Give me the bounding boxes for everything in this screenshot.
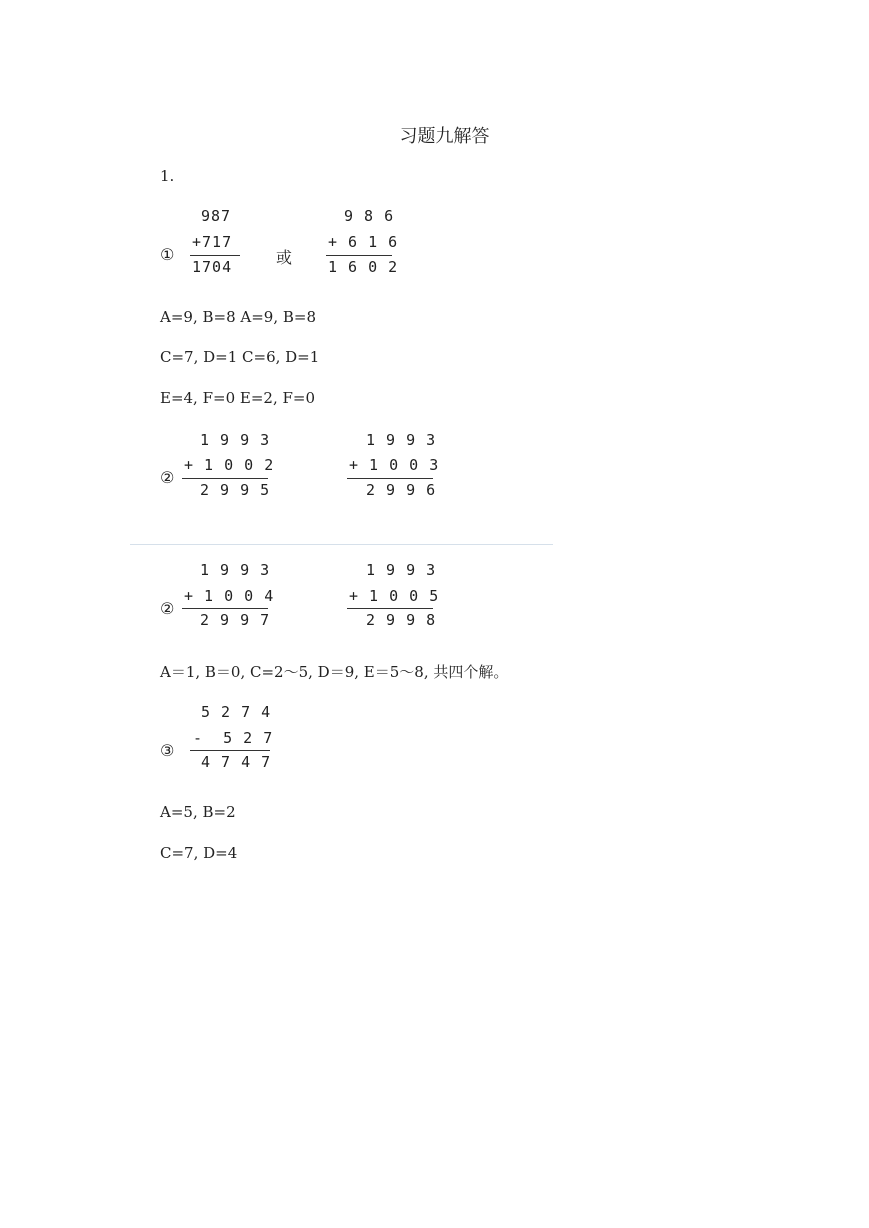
p1-right-mid: + 6 1 6 [328,233,399,251]
p2b-left-mid: + 1 0 0 4 [184,587,275,605]
section-divider [130,544,553,545]
problem-1-marker: ① [160,245,175,264]
answer-line-3: E=4, F=0 E=2, F=0 [160,389,316,407]
answer-line-4: A＝1, B＝0, C=2～5, D＝9, E＝5～8, 共四个解。 [160,663,509,681]
answer-line-6: C=7, D=4 [160,844,238,862]
p1-right-rule [326,255,392,256]
p2b-left-rule [182,608,268,609]
p2a-right-rule [347,478,433,479]
p1-left-bot: 1704 [192,258,233,276]
p2b-right-mid: + 1 0 0 5 [349,587,440,605]
p1-right-bot: 1 6 0 2 [328,258,399,276]
p1-left-rule [190,255,240,256]
p1-right-top: 9 8 6 [344,207,395,225]
or-label: 或 [276,248,293,267]
p2b-right-rule [347,608,433,609]
p3-bot: 4 7 4 7 [201,753,272,771]
p2b-left-bot: 2 9 9 7 [200,611,271,629]
p2a-right-top: 1 9 9 3 [366,431,437,449]
p2a-right-bot: 2 9 9 6 [366,481,437,499]
p2a-left-mid: + 1 0 0 2 [184,456,275,474]
p2b-right-top: 1 9 9 3 [366,561,437,579]
answer-line-1: A=9, B=8 A=9, B=8 [160,308,316,326]
p3-mid: - 5 2 7 [193,729,274,747]
problem-3-marker: ③ [160,741,175,760]
p2a-left-rule [182,478,268,479]
p1-left-mid: +717 [192,233,233,251]
p2b-right-bot: 2 9 9 8 [366,611,437,629]
p1-left-top: 987 [201,207,232,225]
answer-line-2: C=7, D=1 C=6, D=1 [160,348,320,366]
answer-line-5: A=5, B=2 [160,803,236,821]
section-number: 1. [160,167,175,185]
p2a-left-top: 1 9 9 3 [200,431,271,449]
problem-2b-marker: ② [160,599,175,618]
page-title: 习题九解答 [399,126,490,147]
p2b-left-top: 1 9 9 3 [200,561,271,579]
problem-2a-marker: ② [160,468,175,487]
p3-top: 5 2 7 4 [201,703,272,721]
p2a-right-mid: + 1 0 0 3 [349,456,440,474]
p3-rule [190,750,270,751]
p2a-left-bot: 2 9 9 5 [200,481,271,499]
